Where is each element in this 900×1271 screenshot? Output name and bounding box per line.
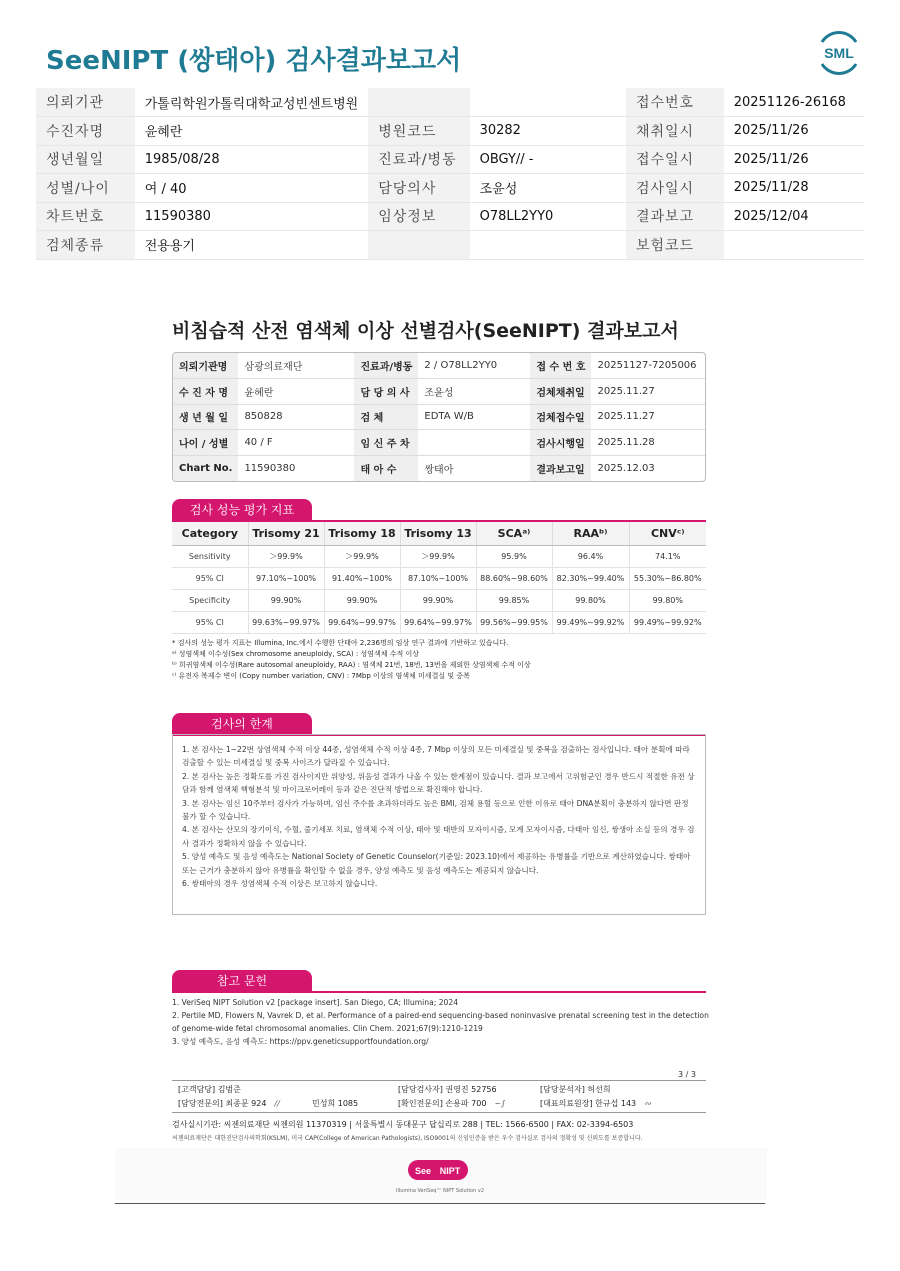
performance-header: SCAᵃ⁾ [476, 522, 552, 545]
signature-specialist: [담당전문의] 최종문 924 ∕∕ [178, 1098, 280, 1108]
info-label: 검체종류 [36, 231, 135, 260]
limitations-tab: 검사의 한계 [172, 713, 312, 735]
performance-cell: 99.64%~99.97% [324, 611, 400, 633]
bottom-rule [115, 1203, 765, 1204]
performance-cell: 74.1% [629, 545, 706, 567]
performance-header: Category [172, 522, 248, 545]
info-row [36, 202, 864, 231]
signature-cs: [고객담당] 김범준 [178, 1084, 241, 1094]
report-patient-value: 삼광의료재단 [238, 353, 354, 379]
patient-info-table [36, 88, 864, 260]
references-tab: 참고 문헌 [172, 970, 312, 992]
seenipt-caption: Illumina VeriSeq™ NIPT Solution v2 [395, 1188, 485, 1194]
limitation-item: 3. 본 검사는 임신 10주부터 검사가 가능하며, 임신 주수를 초과하더라도 높은 BMI, 검체 용혈 등으로 인한 이유로 태아 DNA분획이 충분하지 않다면 판정 불가 할 수 있습니다. [182, 798, 689, 822]
report-patient-row [173, 379, 705, 405]
info-label: 임상정보 [368, 202, 469, 231]
performance-cell: 97.10%~100% [248, 567, 324, 589]
performance-row [172, 589, 706, 611]
performance-cell: ＞99.9% [248, 545, 324, 567]
performance-header: Trisomy 18 [324, 522, 400, 545]
info-value [470, 231, 626, 260]
report-patient-row [173, 430, 705, 456]
info-label: 차트번호 [36, 202, 135, 231]
info-value: 여 / 40 [135, 174, 369, 203]
performance-cell: 82.30%~99.40% [552, 567, 629, 589]
performance-cell: 95% CI [172, 567, 248, 589]
report-patient-value: 850828 [238, 404, 354, 430]
references-tab-rule [172, 991, 706, 993]
info-label: 접수일시 [626, 145, 724, 174]
info-label: 생년월일 [36, 145, 135, 174]
performance-cell: ＞99.9% [324, 545, 400, 567]
footnote: ᵃ⁾ 성염색체 이수성(Sex chromosome aneuploidy, SCA) : 성염색체 수적 이상 [172, 650, 419, 658]
info-label: 결과보고 [626, 202, 724, 231]
info-label [368, 231, 469, 260]
info-value: OBGY// - [470, 145, 626, 174]
signature-mark-2: ∽∫ [494, 1098, 506, 1108]
report-patient-value: 윤혜란 [238, 379, 354, 405]
info-value: 윤혜란 [135, 117, 369, 146]
info-label: 보험코드 [626, 231, 724, 260]
page-title: SeeNIPT (쌍태아) 검사결과보고서 [46, 46, 462, 76]
performance-header: RAAᵇ⁾ [552, 522, 629, 545]
footnote: ᵇ⁾ 희귀염색체 이수성(Rare autosomal aneuploidy, RAA) : 염색체 21번, 18번, 13번을 제외한 상염색체 수적 이상 [172, 661, 531, 669]
footnote: ᶜ⁾ 유전자 복제수 변이 (Copy number variation, CNV) : 7Mbp 이상의 염색체 미세결실 및 중복 [172, 672, 470, 680]
signature-row-2 [178, 1096, 708, 1110]
performance-header: CNVᶜ⁾ [629, 522, 706, 545]
signature-director: [대표의료원장] 한규섭 143 ∾ [540, 1098, 651, 1108]
info-value: 가톨릭학원가톨릭대학교성빈센트병원 [135, 88, 369, 117]
performance-cell: 87.10%~100% [400, 567, 476, 589]
performance-cell: ＞99.9% [400, 545, 476, 567]
report-patient-label: 태 아 수 [354, 455, 418, 481]
performance-row [172, 545, 706, 567]
report-patient-row [173, 455, 705, 481]
performance-footnotes [172, 638, 706, 682]
performance-cell: 99.49%~99.92% [552, 611, 629, 633]
performance-row [172, 567, 706, 589]
report-patient-label: 접 수 번 호 [530, 353, 591, 379]
report-patient-value: 11590380 [244, 462, 296, 474]
signature-mark-3: ∾ [644, 1098, 651, 1108]
info-value: 조윤성 [470, 174, 626, 203]
info-value: 11590380 [135, 202, 369, 231]
performance-cell: 99.63%~99.97% [248, 611, 324, 633]
performance-row [172, 611, 706, 633]
info-value: 2025/11/28 [724, 174, 864, 203]
signature-mark-1: ∕∕ [274, 1098, 280, 1108]
report-patient-row [173, 404, 705, 430]
performance-cell: 95.9% [476, 545, 552, 567]
signature-tester: [담당검사자] 권영진 52756 [398, 1084, 497, 1094]
seenipt-logo-nipt: NIPT [439, 1166, 461, 1176]
info-label: 성별/나이 [36, 174, 135, 203]
info-row [36, 117, 864, 146]
reference-item: 2. Pertile MD, Flowers N, Vavrek D, et al. Performance of a paired-end sequencing-based noninvasive prenatal screening test in the detection of genome-wide fetal chromosomal anomalies. Clin Chem. 2021;67(9):1210-1219 [172, 1011, 709, 1033]
page-number: 3 / 3 [678, 1070, 696, 1079]
report-patient-label: 검 체 [354, 404, 418, 430]
performance-tab: 검사 성능 평가 지표 [172, 499, 312, 521]
report-patient-value: 2025.11.28 [591, 430, 705, 456]
sml-logo-text: SML [824, 45, 854, 61]
report-patient-label: 검체채취일 [530, 379, 591, 405]
info-value [470, 88, 626, 117]
info-value: 30282 [470, 117, 626, 146]
info-label: 진료과/병동 [368, 145, 469, 174]
report-patient-row [173, 353, 705, 379]
lab-accreditation-note: 씨젠의료재단은 대한진단검사의학회(KSLM), 미국 CAP(College of American Pathologists), ISO9001의 신임인증을 받은 우수 검사실로 검사의 정확성 및 신뢰도를 보증합니다. [172, 1135, 643, 1142]
performance-cell: 99.85% [476, 589, 552, 611]
info-label: 병원코드 [368, 117, 469, 146]
info-label: 의뢰기관 [36, 88, 135, 117]
info-label: 채취일시 [626, 117, 724, 146]
report-patient-value: 2025.11.27 [591, 404, 705, 430]
info-value: 2025/12/04 [724, 202, 864, 231]
info-row [36, 231, 864, 260]
sign-bottom-rule [172, 1112, 706, 1113]
seenipt-logo-see: See [414, 1166, 432, 1176]
report-patient-label: 수 진 자 명 [173, 379, 238, 405]
performance-cell: 91.40%~100% [324, 567, 400, 589]
info-value: 전용용기 [135, 231, 369, 260]
report-patient-value: 2 / O78LL2YY0 [418, 353, 530, 379]
report-patient-label: 나이 / 성별 [173, 430, 238, 456]
report-patient-label: 결과보고일 [530, 455, 591, 481]
report-patient-label: 임 신 주 차 [354, 430, 418, 456]
limitation-item: 1. 본 검사는 1~22번 상염색체 수적 이상 44종, 성염색체 수적 이상 4종, 7 Mbp 이상의 모든 미세결실 및 중복을 검출하는 검사입니다. 태아 분획에 따라 검출할 수 있는 미세결실 및 중복 사이즈가 달라질 수 있습니다. [182, 745, 690, 768]
references-list [172, 996, 712, 1048]
report-patient-value: 40 / F [238, 430, 354, 456]
info-row [36, 145, 864, 174]
info-label: 수진자명 [36, 117, 135, 146]
performance-header: Trisomy 13 [400, 522, 476, 545]
report-patient-value: 조윤성 [418, 379, 530, 405]
info-label: 접수번호 [626, 88, 724, 117]
info-label: 담당의사 [368, 174, 469, 203]
performance-cell: 99.80% [629, 589, 706, 611]
performance-header: Trisomy 21 [248, 522, 324, 545]
limitation-item: 2. 본 검사는 높은 정확도를 가진 검사이지만 위양성, 위음성 결과가 나올 수 있는 한계점이 있습니다. 결과 보고에서 고위험군인 경우 반드시 적절한 유전 상담과 함께 염색체 핵형분석 및 마이크로어레이 등과 같은 진단적 방법으로 확진해야 합니다. [182, 771, 695, 795]
performance-cell: 99.64%~99.97% [400, 611, 476, 633]
info-label [368, 88, 469, 117]
seenipt-logo [408, 1160, 468, 1180]
signature-specialist-2: 민성희 1085 [312, 1098, 359, 1108]
report-patient-box [172, 352, 706, 482]
signature-block [178, 1082, 708, 1110]
info-value: 1985/08/28 [135, 145, 369, 174]
signature-row-1 [178, 1082, 708, 1096]
report-patient-value: 쌍태아 [424, 464, 454, 476]
report-patient-value: 2025.11.27 [591, 379, 705, 405]
signature-analyst: [담당분석자] 허선희 [540, 1084, 611, 1094]
info-row [36, 174, 864, 203]
report-patient-label: 의뢰기관명 [173, 353, 238, 379]
performance-cell: 99.49%~99.92% [629, 611, 706, 633]
limitation-item: 5. 양성 예측도 및 음성 예측도는 National Society of Genetic Counselor(기준일: 2023.10)에서 제공하는 유병률을 기반으로 계산하였습니다. 쌍태아 또는 근거가 충분하지 않아 유병률을 확인할 수 없을 경우, 양성 예측도 및 음성 예측도는 제공되지 않습니다. [182, 852, 691, 875]
report-patient-label: 검체접수일 [530, 404, 591, 430]
performance-cell: 95% CI [172, 611, 248, 633]
info-value: 2025/11/26 [724, 117, 864, 146]
report-patient-label: Chart No. [173, 455, 238, 481]
performance-cell: 99.56%~99.95% [476, 611, 552, 633]
performance-cell: Sensitivity [172, 545, 248, 567]
sml-logo [814, 30, 864, 76]
info-value: O78LL2YY0 [470, 202, 626, 231]
report-patient-label: 담 당 의 사 [354, 379, 418, 405]
report-patient-label: 생 년 월 일 [173, 404, 238, 430]
info-value: 20251126-26168 [724, 88, 864, 117]
performance-cell: 55.30%~86.80% [629, 567, 706, 589]
performance-table [172, 522, 706, 634]
signature-confirm: [확인전문의] 손용파 700 ∽∫ [398, 1098, 506, 1108]
report-patient-value: 20251127-7205006 [591, 353, 705, 379]
performance-cell: 88.60%~98.60% [476, 567, 552, 589]
performance-cell: Specificity [172, 589, 248, 611]
report-patient-value: 2025.12.03 [597, 462, 655, 474]
report-title: 비침습적 산전 염색체 이상 선별검사(SeeNIPT) 결과보고서 [172, 320, 679, 342]
report-patient-value [418, 430, 530, 456]
performance-cell: 99.90% [400, 589, 476, 611]
info-value [724, 231, 864, 260]
sign-top-rule [172, 1080, 706, 1081]
performance-cell: 99.80% [552, 589, 629, 611]
performance-cell: 99.90% [324, 589, 400, 611]
performance-cell: 99.90% [248, 589, 324, 611]
info-label: 검사일시 [626, 174, 724, 203]
report-patient-value: EDTA W/B [418, 404, 530, 430]
reference-item: 3. 양성 예측도, 음성 예측도: https://ppv.geneticsupportfoundation.org/ [172, 1037, 429, 1046]
limitations-list [182, 743, 698, 890]
info-row [36, 88, 864, 117]
limitation-item: 4. 본 검사는 산모의 장기이식, 수혈, 줄기세포 치료, 염색체 수적 이상, 태아 및 태반의 모자이시즘, 모계 모자이시즘, 다태아 임신, 쌍생아 소실 등의 경우 검사 결과가 정확하지 않을 수 있습니다. [182, 825, 695, 848]
report-patient-table [173, 353, 705, 481]
lab-info: 검사실시기관: 씨젠의료재단 씨젠의원 11370319 | 서울특별시 동대문구 답십리로 288 | TEL: 1566-6500 | FAX: 02-3394-6503 [172, 1120, 634, 1129]
reference-item: 1. VeriSeq NIPT Solution v2 [package insert]. San Diego, CA; Illumina; 2024 [172, 998, 459, 1007]
performance-cell: 96.4% [552, 545, 629, 567]
limitation-item: 6. 쌍태아의 경우 성염색체 수적 이상은 보고하지 않습니다. [182, 879, 378, 889]
report-patient-label: 검사시행일 [530, 430, 591, 456]
report-patient-label: 진료과/병동 [354, 353, 418, 379]
info-value: 2025/11/26 [724, 145, 864, 174]
footnote: * 검사의 성능 평가 지표는 Illumina, Inc.에서 수행한 단태아 2,236명의 임상 연구 결과에 기반하고 있습니다. [172, 639, 509, 647]
